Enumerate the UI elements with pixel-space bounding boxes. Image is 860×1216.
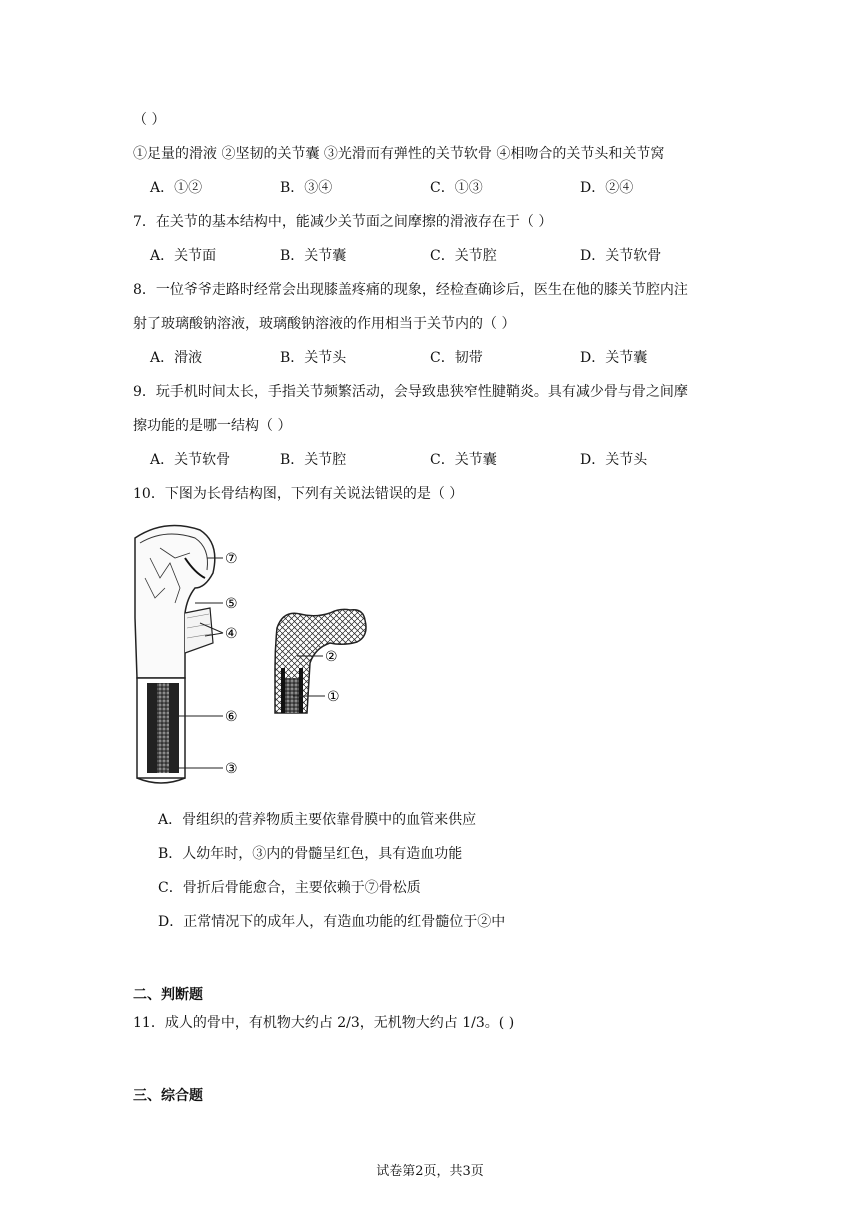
q9-stem-line1: 9．玩手机时间太长，手指关节频繁活动，会导致患狭窄性腱鞘炎。具有减少骨与骨之间摩 xyxy=(133,384,688,400)
label-6: ⑥ xyxy=(225,709,238,725)
q10-option-d[interactable]: D．正常情况下的成年人，有造血功能的红骨髓位于②中 xyxy=(158,914,506,930)
q8-stem-line2: 射了玻璃酸钠溶液，玻璃酸钠溶液的作用相当于关节内的（ ） xyxy=(133,316,516,332)
q6-option-a[interactable]: A．①② xyxy=(150,180,203,196)
q7-stem: 7．在关节的基本结构中，能减少关节面之间摩擦的滑液存在于（ ） xyxy=(133,214,553,230)
q6-option-d[interactable]: D．②④ xyxy=(580,180,634,196)
q7-option-c[interactable]: C．关节腔 xyxy=(430,248,497,264)
page-footer: 试卷第2页，共3页 xyxy=(376,1164,484,1179)
q11-stem: 11．成人的骨中，有机物大约占 2/3，无机物大约占 1/3。( ) xyxy=(133,1015,515,1031)
q10-option-a[interactable]: A．骨组织的营养物质主要依靠骨膜中的血管来供应 xyxy=(158,812,477,828)
q10-option-b[interactable]: B．人幼年时，③内的骨髓呈红色，具有造血功能 xyxy=(158,846,463,862)
q9-option-d[interactable]: D．关节头 xyxy=(580,452,648,468)
q9-option-c[interactable]: C．关节囊 xyxy=(430,452,497,468)
long-bone-figure xyxy=(125,518,385,790)
q6-option-b[interactable]: B．③④ xyxy=(280,180,333,196)
q8-stem-line1: 8．一位爷爷走路时经常会出现膝盖疼痛的现象，经检查确诊后，医生在他的膝关节腔内注 xyxy=(133,282,688,298)
q7-option-b[interactable]: B．关节囊 xyxy=(280,248,347,264)
section-3-heading: 三、综合题 xyxy=(133,1088,203,1104)
q7-option-d[interactable]: D．关节软骨 xyxy=(580,248,662,264)
q10-stem: 10．下图为长骨结构图，下列有关说法错误的是（ ） xyxy=(133,486,464,502)
q9-stem-line2: 擦功能的是哪一结构（ ） xyxy=(133,418,292,434)
q8-option-c[interactable]: C．韧带 xyxy=(430,350,483,366)
label-4: ④ xyxy=(225,626,238,642)
label-2: ② xyxy=(325,649,338,665)
section-2-heading: 二、判断题 xyxy=(133,987,203,1003)
q8-option-a[interactable]: A．滑液 xyxy=(150,350,203,366)
q6-option-c[interactable]: C．①③ xyxy=(430,180,483,196)
bone-section-view xyxy=(275,609,366,713)
bone-whole-view xyxy=(135,526,215,784)
label-5: ⑤ xyxy=(225,596,238,612)
q9-option-b[interactable]: B．关节腔 xyxy=(280,452,347,468)
label-3: ③ xyxy=(225,761,238,777)
q8-option-b[interactable]: B．关节头 xyxy=(280,350,347,366)
q6-items: ①足量的滑液 ②坚韧的关节囊 ③光滑而有弹性的关节软骨 ④相吻合的关节头和关节窝 xyxy=(133,146,665,162)
q8-option-d[interactable]: D．关节囊 xyxy=(580,350,648,366)
q10-option-c[interactable]: C．骨折后骨能愈合，主要依赖于⑦骨松质 xyxy=(158,880,421,896)
label-7: ⑦ xyxy=(225,551,238,567)
q9-option-a[interactable]: A．关节软骨 xyxy=(150,452,231,468)
q7-option-a[interactable]: A．关节面 xyxy=(150,248,217,264)
label-1: ① xyxy=(327,689,340,705)
q6-answer-bracket: （ ） xyxy=(133,112,166,128)
